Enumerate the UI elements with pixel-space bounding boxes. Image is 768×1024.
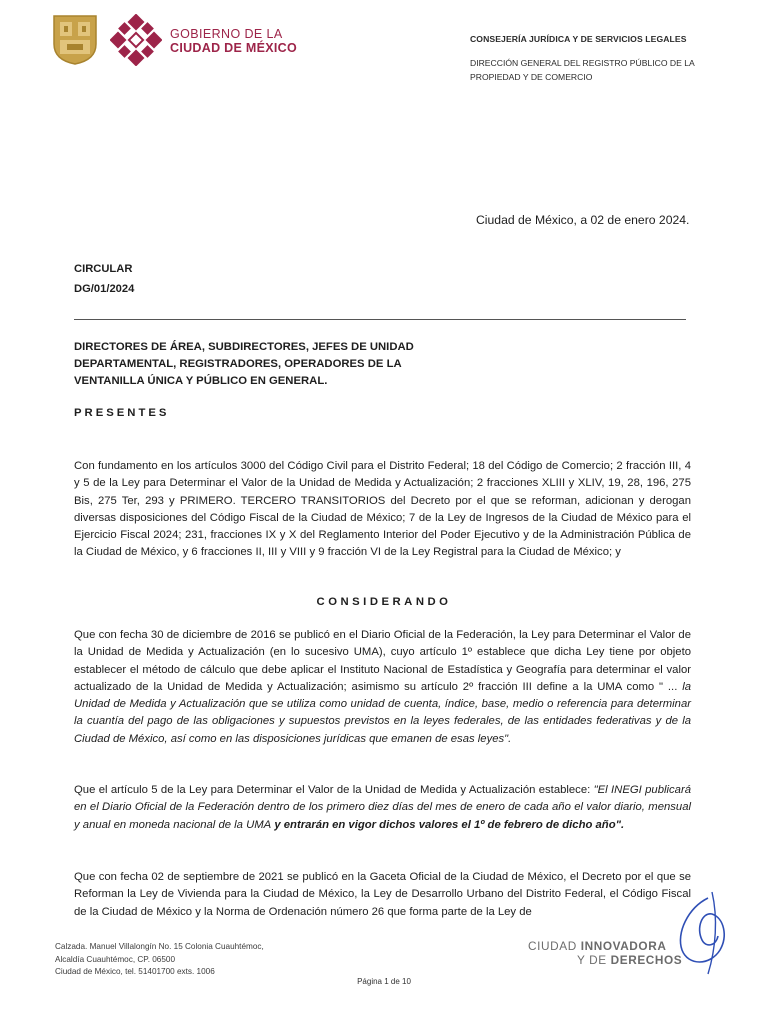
considerando-paragraph-1 (74, 627, 691, 748)
slogan-emphasis: INNOVADORA (580, 939, 667, 953)
presentes-label: PRESENTES (74, 407, 170, 419)
slogan-text: CIUDAD (528, 939, 581, 953)
signature-icon (668, 888, 738, 978)
slogan-emphasis: DERECHOS (610, 953, 683, 967)
paragraph-quote: la Unidad de Medida y Actualización que se utiliza como unidad de cuenta, índice, base, medio o referencia para determinar la cuantía del pago de las obligaciones y supuestos previstos en la leyes federales, de las entidades federativas y de la Ciudad de México, así como en las disposiciones jurídicas que emanen de esas leyes". (74, 680, 691, 745)
paragraph-quote: "El INEGI publicará en el Diario Oficial de la Federación dentro de los primero diez días del mes de enero de cada año el valor diario, mensual y anual en moneda nacional de la UMA (74, 784, 691, 831)
department-name: CONSEJERÍA JURÍDICA Y DE SERVICIOS LEGALES (470, 34, 687, 44)
slogan-line1 (528, 939, 666, 953)
considerando-paragraph-2 (74, 782, 691, 834)
paragraph-text: Que con fecha 30 de diciembre de 2016 se publicó en el Diario Oficial de la Federación, la Ley para Determinar el Valor de la Unidad de Medida y Actualización (en lo sucesivo UMA), cuyo artículo 1º establece que dicha Ley tiene por objeto establecer el método de cálculo que debe aplicar el Instituto Nacional de Estadística y Geografía para determinar el valor actualizado de la Unidad de Medida y Actualización; asimismo su artículo 2º fracción III define a la UMA como " ... (74, 629, 691, 693)
addressee-block: DIRECTORES DE ÁREA, SUBDIRECTORES, JEFES DE UNIDAD DEPARTAMENTAL, REGISTRADORES, OPERADORES DE LA VENTANILLA ÚNICA Y PÚBLICO EN GENERAL. (74, 341, 414, 387)
considerando-paragraph-3: Que con fecha 02 de septiembre de 2021 se publicó en la Gaceta Oficial de la Ciudad de México, el Decreto por el que se Reforman la Ley de Vivienda para la Ciudad de México, la Ley de Desarrollo Urbano del Distrito Federal, el Código Fiscal de la Ciudad de México y la Norma de Ordenación número 26 que forma parte de la Ley de (74, 871, 691, 918)
circular-number: DG/01/2024 (74, 283, 135, 295)
address-line: Alcaldía Cuauhtémoc, CP. 06500 (55, 954, 176, 964)
document-date: Ciudad de México, a 02 de enero 2024. (476, 213, 690, 227)
legal-basis-paragraph: Con fundamento en los artículos 3000 del Código Civil para el Distrito Federal; 18 del Código de Comercio; 2 fracción III, 4 y 5 de la Ley para Determinar el Valor de la Unidad de Medida y Actualización; 2 fracciones XLIII y XLIV, 19, 28, 196, 275 Bis, 275 Ter, 293 y PRIMERO. TERCERO TRANSITORIOS del Decreto por el que se reforman, adicionan y derogan diversas disposiciones del Código Fiscal de la Ciudad de México; 7 de la Ley de Ingresos de la Ciudad de México para el Ejercicio Fiscal 2024; 231, fracciones IX y X del Reglamento Interior del Poder Ejecutivo y de la Administración Pública de la Ciudad de México, y 6 fracciones II, III y VIII y 9 fracción VI de la Ley Registral para la Ciudad de México; y (74, 460, 691, 559)
government-name-line2: CIUDAD DE MÉXICO (170, 41, 298, 55)
directorate-name: DIRECCIÓN GENERAL DEL REGISTRO PÚBLICO DE LA PROPIEDAD Y DE COMERCIO (470, 58, 695, 82)
circular-label: CIRCULAR (74, 263, 133, 275)
horizontal-divider (74, 319, 686, 320)
slogan-text: Y DE (577, 953, 611, 967)
address-line: Calzada. Manuel Villalongín No. 15 Colonia Cuauhtémoc, (55, 942, 264, 951)
considerando-heading: CONSIDERANDO (316, 596, 452, 608)
paragraph-text: Que el artículo 5 de la Ley para Determinar el Valor de la Unidad de Medida y Actualización establece: (74, 784, 594, 796)
coat-of-arms-icon (52, 14, 98, 66)
slogan-line2 (577, 953, 682, 967)
government-name-line1: GOBIERNO DE LA (170, 27, 283, 41)
footer-address (55, 941, 355, 979)
cdmx-logo-icon (110, 14, 162, 66)
address-line: Ciudad de México, tel. 51401700 exts. 1006 (55, 967, 215, 976)
paragraph-quote-bold: y entrarán en vigor dichos valores el 1º de febrero de dicho año". (271, 818, 625, 831)
page-number: Página 1 de 10 (357, 977, 411, 986)
